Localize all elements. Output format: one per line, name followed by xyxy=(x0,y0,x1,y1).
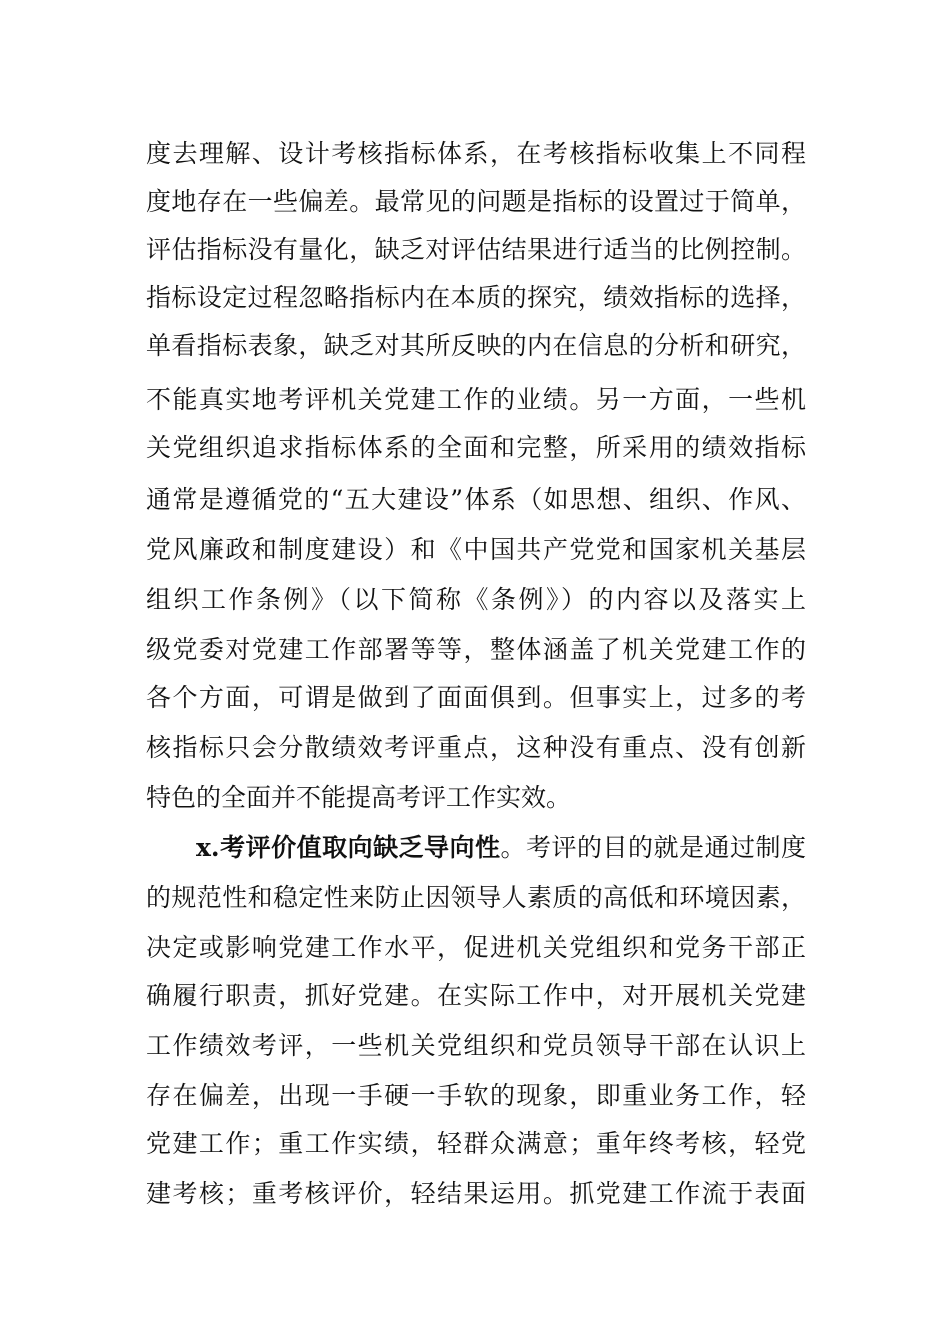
text-line: 的规范性和稳定性来防止因领导人素质的高低和环境因素， xyxy=(146,883,806,912)
text-line: 确履行职责，抓好党建。在实际工作中，对开展机关党建 xyxy=(146,981,806,1010)
text-line: 不能真实地考评机关党建工作的业绩。另一方面，一些机 xyxy=(146,385,806,414)
text-line: 单看指标表象，缺乏对其所反映的内在信息的分析和研究， xyxy=(146,331,806,360)
paragraph-first-line xyxy=(196,824,806,872)
text-line: 级党委对党建工作部署等等，整体涵盖了机关党建工作的 xyxy=(146,635,806,664)
text-line: 度去理解、设计考核指标体系，在考核指标收集上不同程 xyxy=(146,139,806,168)
text-line: 党风廉政和制度建设）和《中国共产党党和国家机关基层 xyxy=(146,535,806,564)
text-line: 评估指标没有量化，缺乏对评估结果进行适当的比例控制。 xyxy=(146,235,806,264)
text-line: 指标设定过程忽略指标内在本质的探究，绩效指标的选择， xyxy=(146,283,806,312)
section-heading: x.考评价值取向缺乏导向性 xyxy=(196,833,501,862)
text-line: 核指标只会分散绩效考评重点，这种没有重点、没有创新 xyxy=(146,733,806,762)
text-line: 各个方面，可谓是做到了面面俱到。但事实上，过多的考 xyxy=(146,683,806,712)
text-line: 党建工作；重工作实绩，轻群众满意；重年终考核，轻党 xyxy=(146,1129,806,1158)
text-line: 工作绩效考评，一些机关党组织和党员领导干部在认识上 xyxy=(146,1031,806,1060)
text-line: 存在偏差，出现一手硬一手软的现象，即重业务工作，轻 xyxy=(146,1081,806,1110)
text-line: 度地存在一些偏差。最常见的问题是指标的设置过于简单， xyxy=(146,187,806,216)
text-line: 特色的全面并不能提高考评工作实效。 xyxy=(146,783,572,812)
text-line: 组织工作条例》（以下简称《条例》）的内容以及落实上 xyxy=(146,585,806,614)
text-line: 建考核；重考核评价，轻结果运用。抓党建工作流于表面 xyxy=(146,1179,806,1208)
text-line-rest: 。考评的目的就是通过制度 xyxy=(500,833,806,862)
text-line: 决定或影响党建工作水平，促进机关党组织和党务干部正 xyxy=(146,933,806,962)
text-line: 关党组织追求指标体系的全面和完整，所采用的绩效指标 xyxy=(146,433,806,462)
text-line: 通常是遵循党的“五大建设”体系（如思想、组织、作风、 xyxy=(146,485,806,514)
